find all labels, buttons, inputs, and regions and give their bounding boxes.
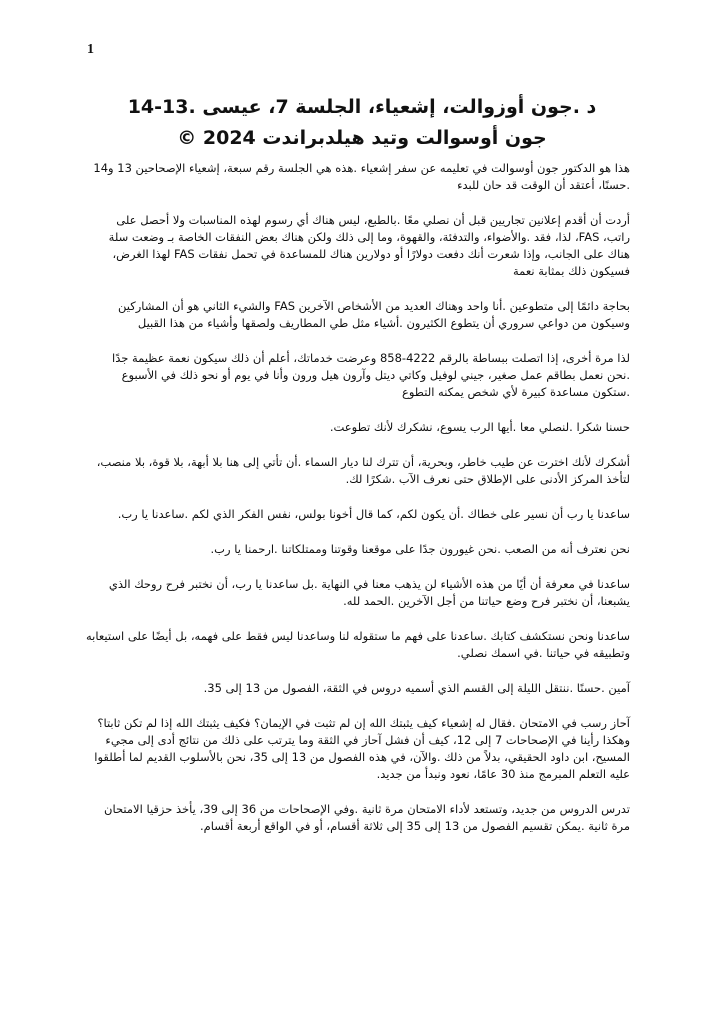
paragraph-12: آحاز رسب في الامتحان .فقال له إشعياء كيف يثبتك الله إن لم تثبت في الإيمان؟ فكيف يثبتك الله إذا لم تكن ثابتا؟ وهكذا رأينا في الإصحاحات 7 إلى 12، كيف أن فشل آحاز في الثقة وما يترتب على ذلك من نتائج أدى إلى مجيء المسيح، ابن داود الحقيقي، بدلاً من ذلك .والآن، في هذه الفصول من 13 إلى 35، نحن بالأسلوب القديم لما أطلقوا عليه التعلم المبرمج منذ 30 عامًا، نعود ونبدأ من جديد. xyxy=(94,716,630,781)
document-title xyxy=(90,92,634,154)
paragraph-3: بحاجة دائمًا إلى متطوعين .أنا واحد وهناك العديد من الأشخاص الآخرين FAS والشيء الثاني هو أن المشاركين وسيكون من دواعي سروري أن يتطوع الكثيرون .أشياء مثل طي المطاريف ولصقها وأشياء من هذا القبيل xyxy=(118,299,630,330)
paragraph-9: ساعدنا في معرفة أن أيًا من هذه الأشياء لن يذهب معنا في النهاية .بل ساعدنا يا رب، أن نختبر فرح روحك الذي يشبعنا، أن نختبر فرح وضع حياتنا من أجل الآخرين .الحمد لله. xyxy=(108,577,630,608)
paragraph-11: آمين .حسنًا .ننتقل الليلة إلى القسم الذي أسميه دروس في الثقة، الفصول من 13 إلى 35. xyxy=(203,681,630,695)
paragraph-8: نحن نعترف أنه من الصعب .نحن غيورون جدًا على موقعنا وقوتنا وممتلكاتنا .ارحمنا يا رب. xyxy=(210,542,630,556)
paragraph-4: لذا مرة أخرى، إذا اتصلت ببساطة بالرقم 4222-858 وعرضت خدماتك، أعلم أن ذلك سيكون نعمة عظيمة جدًا .نحن نعمل بطاقم عمل صغير، جيني لوفيل وكاتي ديتل وآرون هيل ورون وأنا في يوم أو نحو ذلك في الأسبوع .ستكون مساعدة كبيرة لأي شخص يمكنه التطوع xyxy=(112,351,630,399)
title-line-2: جون أوسوالت وتيد هيلدبراندت 2024 © xyxy=(177,127,547,149)
paragraph-10: ساعدنا ونحن نستكشف كتابك .ساعدنا على فهم ما ستقوله لنا وساعدنا ليس فقط على فهمه، بل أيضًا على استيعابه وتطبيقه في حياتنا .في اسمك نصلي. xyxy=(85,629,630,660)
document-body xyxy=(86,160,630,853)
paragraph-6: أشكرك لأنك اخترت عن طيب خاطر، وبحرية، أن تترك لنا ديار السماء .أن تأتي إلى هنا بلا أبهة، بلا قوة، بلا منصب، لتأخذ المركز الأدنى على الإطلاق حتى نعرف الآب .شكرًا لك. xyxy=(96,455,630,486)
title-line-1: د .جون أوزوالت، إشعياء، الجلسة 7، عيسى .13-14 xyxy=(127,96,597,118)
paragraph-5: حسنا شكرا .لنصلي معا .أيها الرب يسوع، نشكرك لأنك تطوعت. xyxy=(329,420,630,434)
paragraph-13: تدرس الدروس من جديد، وتستعد لأداء الامتحان مرة ثانية .وفي الإصحاحات من 36 إلى 39، يأخذ حزقيا الامتحان مرة ثانية .يمكن تقسيم الفصول من 13 إلى 35 إلى ثلاثة أقسام، أو في الواقع أربعة أقسام. xyxy=(104,802,630,833)
paragraph-1: هذا هو الدكتور جون أوسوالت في تعليمه عن سفر إشعياء .هذه هي الجلسة رقم سبعة، إشعياء الإصحاحين 13 و14 .حسنًا، أعتقد أن الوقت قد حان للبدء xyxy=(93,161,630,192)
page-number: 1 xyxy=(87,42,94,57)
paragraph-2: أردت أن أقدم إعلانين تجاريين قبل أن نصلي معًا .بالطبع، ليس هناك أي رسوم لهذه المناسبات ولا أحصل على راتب، FAS، لذا، فقد .والأضواء، والتدفئة، والقهوة، وما إلى ذلك ولكن هناك بعض النفقات الخاصة بـ وضعت سلة هناك على الجانب، وإذا شعرت أنك دفعت دولارًا أو دولارين هناك للمساعدة في تحمل نفقات FAS لهذا الغرض، فسيكون ذلك بمثابة نعمة xyxy=(108,213,630,278)
paragraph-7: ساعدنا يا رب أن نسير على خطاك .أن يكون لكم، كما قال أخونا بولس، نفس الفكر الذي لكم .ساعدنا يا رب. xyxy=(117,507,630,521)
